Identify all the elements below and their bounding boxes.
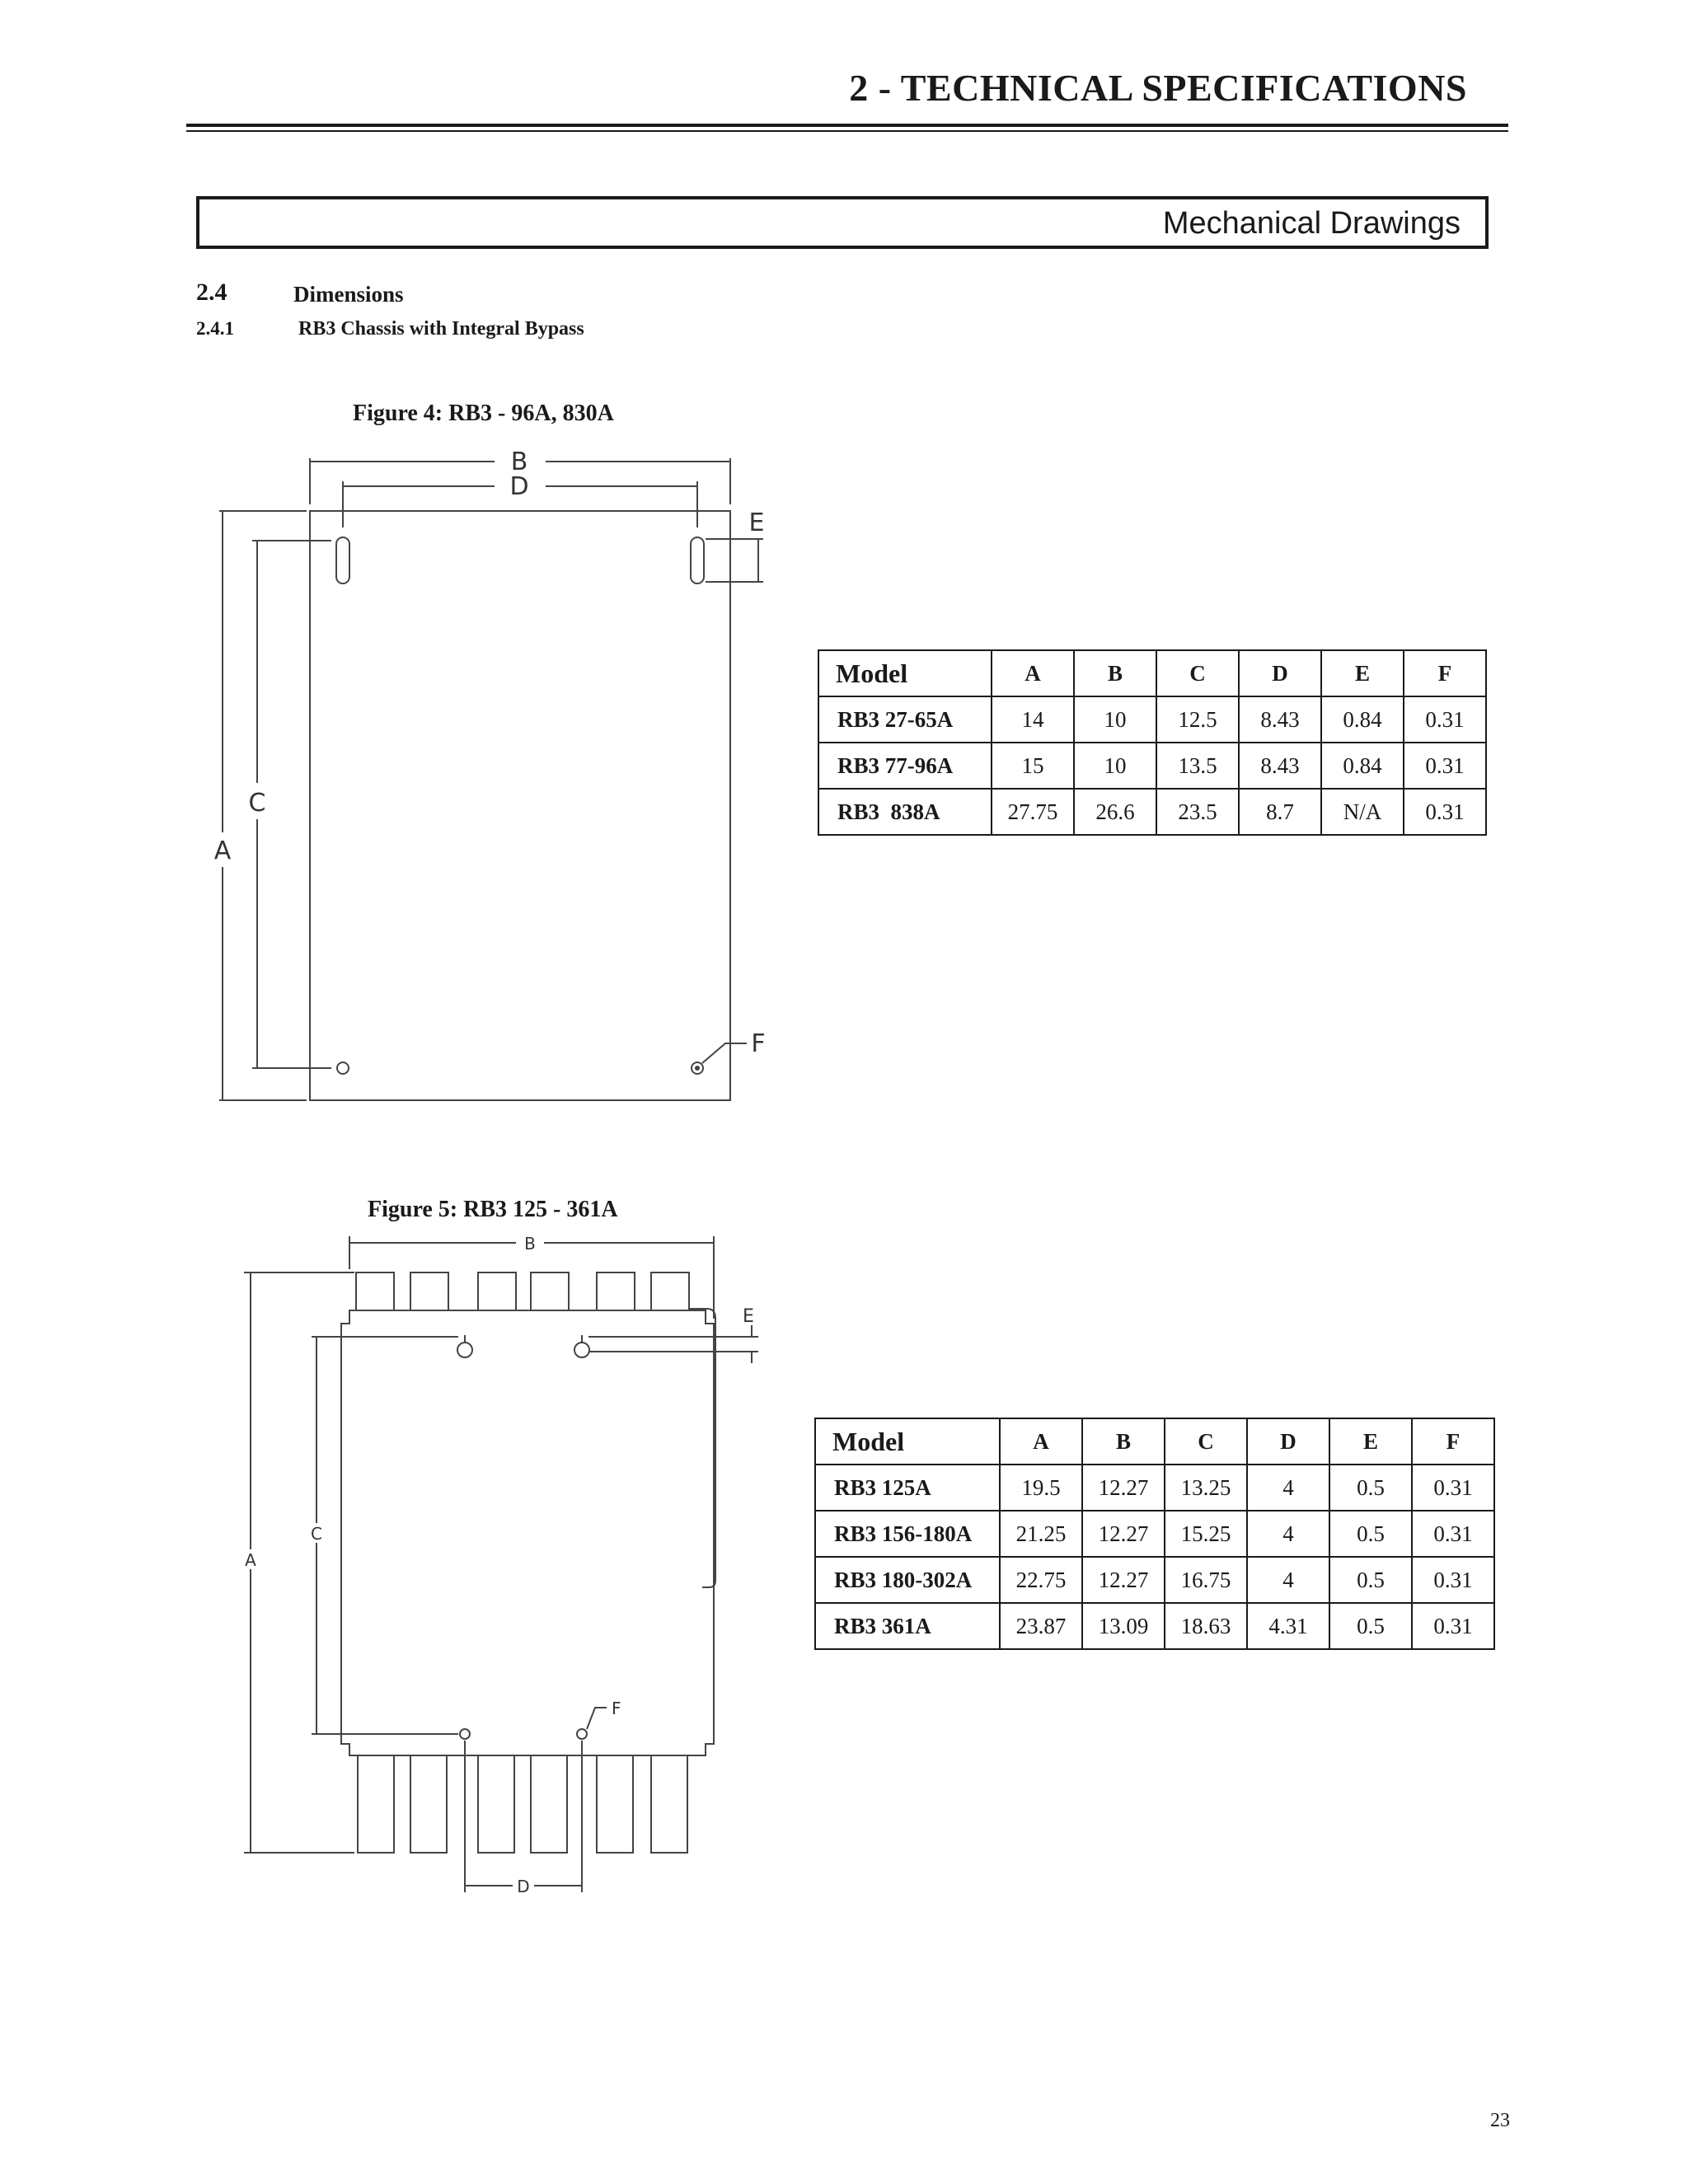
cell-e: 0.84 <box>1321 696 1404 743</box>
cell-c: 15.25 <box>1165 1511 1247 1557</box>
header-e: E <box>1321 650 1404 696</box>
page-number: 23 <box>1490 2110 1510 2131</box>
fig5-label-d: D <box>517 1877 530 1896</box>
cell-f: 0.31 <box>1412 1465 1494 1511</box>
cell-b: 10 <box>1074 696 1156 743</box>
dimensions-table-figure5 <box>814 1418 1495 1650</box>
cell-a: 15 <box>992 743 1074 789</box>
cell-b: 26.6 <box>1074 789 1156 835</box>
header-b: B <box>1082 1418 1165 1465</box>
section-number: 2.4 <box>196 279 227 306</box>
cell-e: 0.5 <box>1329 1511 1412 1557</box>
cell-a: 27.75 <box>992 789 1074 835</box>
section-box-title: Mechanical Drawings <box>1162 206 1461 241</box>
cell-model: RB3 156-180A <box>815 1511 1000 1557</box>
figure4-caption: Figure 4: RB3 - 96A, 830A <box>353 401 614 426</box>
cell-f: 0.31 <box>1404 743 1486 789</box>
fig4-label-b: B <box>510 448 528 476</box>
header-e: E <box>1329 1418 1412 1465</box>
cell-c: 12.5 <box>1156 696 1239 743</box>
table-row <box>815 1603 1494 1649</box>
fig4-label-c: C <box>248 789 266 818</box>
cell-c: 13.5 <box>1156 743 1239 789</box>
fig5-label-b: B <box>524 1234 536 1254</box>
table-header-row <box>815 1418 1494 1465</box>
cell-d: 8.43 <box>1239 696 1321 743</box>
header-f: F <box>1412 1418 1494 1465</box>
header-model: Model <box>815 1418 1000 1465</box>
cell-c: 23.5 <box>1156 789 1239 835</box>
fig4-label-f: F <box>751 1029 766 1058</box>
fig5-label-a: A <box>245 1550 256 1570</box>
fig4-label-e: E <box>748 509 765 537</box>
subsection-number: 2.4.1 <box>196 318 234 339</box>
cell-b: 12.27 <box>1082 1511 1165 1557</box>
cell-d: 8.43 <box>1239 743 1321 789</box>
cell-c: 13.25 <box>1165 1465 1247 1511</box>
header-model: Model <box>818 650 992 696</box>
header-a: A <box>992 650 1074 696</box>
cell-d: 4.31 <box>1247 1603 1329 1649</box>
cell-model: RB3 77-96A <box>818 743 992 789</box>
cell-b: 13.09 <box>1082 1603 1165 1649</box>
cell-model: RB3 125A <box>815 1465 1000 1511</box>
table-row <box>815 1511 1494 1557</box>
cell-e: 0.84 <box>1321 743 1404 789</box>
cell-a: 14 <box>992 696 1074 743</box>
cell-b: 10 <box>1074 743 1156 789</box>
cell-a: 22.75 <box>1000 1557 1082 1603</box>
header-f: F <box>1404 650 1486 696</box>
cell-b: 12.27 <box>1082 1465 1165 1511</box>
table-row <box>815 1557 1494 1603</box>
cell-c: 18.63 <box>1165 1603 1247 1649</box>
subsection-heading: RB3 Chassis with Integral Bypass <box>298 318 584 340</box>
cell-model: RB3 180-302A <box>815 1557 1000 1603</box>
cell-a: 21.25 <box>1000 1511 1082 1557</box>
cell-a: 23.87 <box>1000 1603 1082 1649</box>
cell-e: 0.5 <box>1329 1465 1412 1511</box>
cell-e: 0.5 <box>1329 1557 1412 1603</box>
figure5-caption: Figure 5: RB3 125 - 361A <box>368 1197 618 1222</box>
cell-d: 4 <box>1247 1557 1329 1603</box>
cell-e: N/A <box>1321 789 1404 835</box>
chapter-title: 2 - TECHNICAL SPECIFICATIONS <box>849 67 1467 109</box>
cell-f: 0.31 <box>1404 789 1486 835</box>
fig5-label-e: E <box>743 1306 754 1327</box>
cell-f: 0.31 <box>1404 696 1486 743</box>
header-d: D <box>1247 1418 1329 1465</box>
cell-c: 16.75 <box>1165 1557 1247 1603</box>
fig5-label-c: C <box>311 1524 322 1544</box>
fig5-label-f: F <box>612 1699 621 1718</box>
header-b: B <box>1074 650 1156 696</box>
cell-d: 4 <box>1247 1511 1329 1557</box>
cell-a: 19.5 <box>1000 1465 1082 1511</box>
cell-b: 12.27 <box>1082 1557 1165 1603</box>
section-heading: Dimensions <box>293 282 404 307</box>
cell-f: 0.31 <box>1412 1511 1494 1557</box>
header-d: D <box>1239 650 1321 696</box>
header-a: A <box>1000 1418 1082 1465</box>
cell-f: 0.31 <box>1412 1557 1494 1603</box>
fig4-label-d: D <box>509 472 529 501</box>
header-c: C <box>1156 650 1239 696</box>
cell-e: 0.5 <box>1329 1603 1412 1649</box>
cell-model: RB3 838A <box>818 789 992 835</box>
table-row <box>815 1465 1494 1511</box>
fig4-label-a: A <box>213 837 232 865</box>
cell-f: 0.31 <box>1412 1603 1494 1649</box>
cell-d: 8.7 <box>1239 789 1321 835</box>
cell-model: RB3 361A <box>815 1603 1000 1649</box>
cell-model: RB3 27-65A <box>818 696 992 743</box>
cell-d: 4 <box>1247 1465 1329 1511</box>
header-c: C <box>1165 1418 1247 1465</box>
